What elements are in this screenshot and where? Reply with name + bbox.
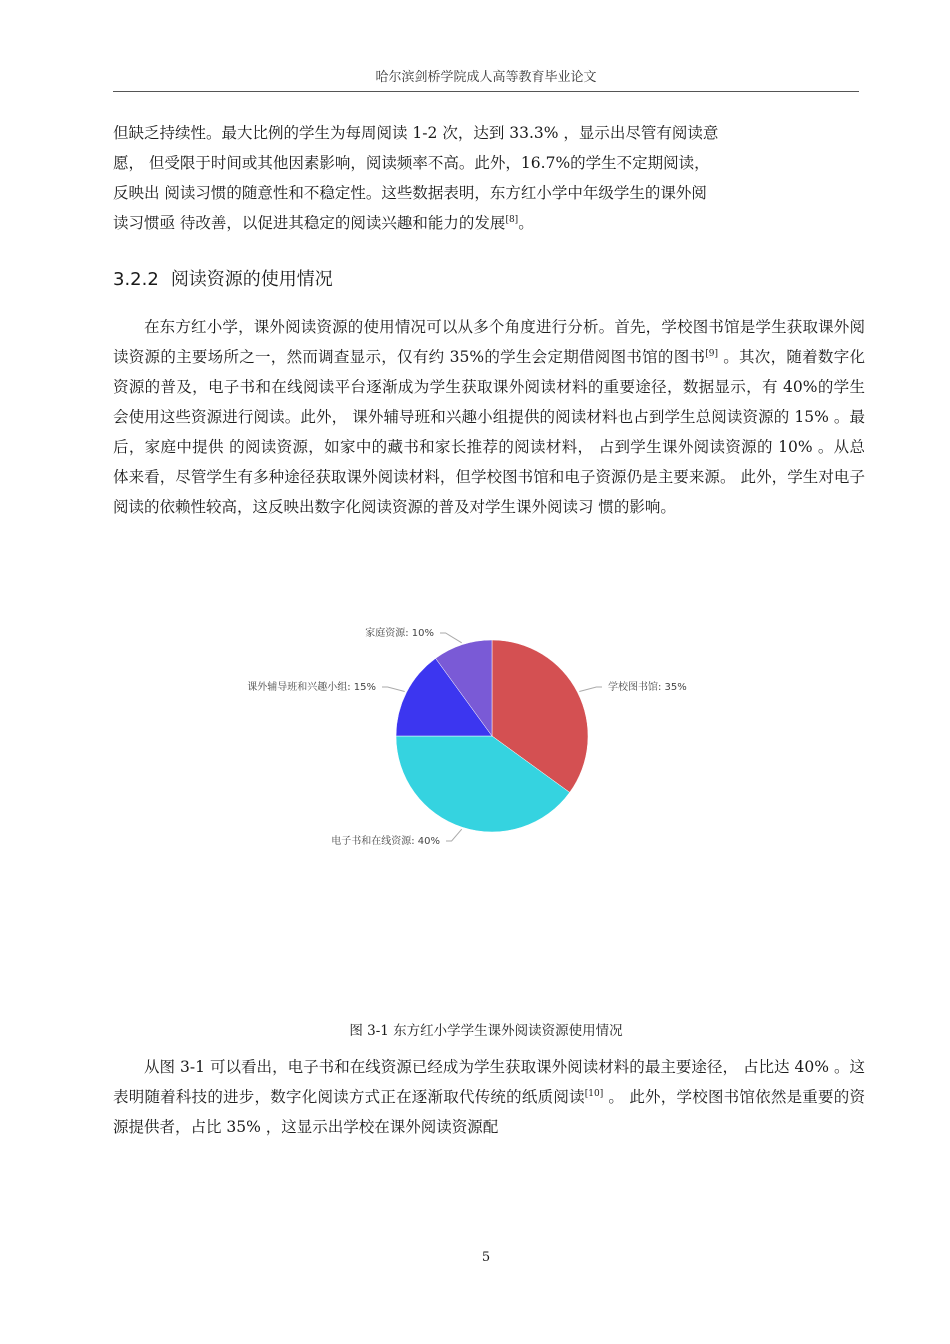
analysis-paragraph [113,1052,865,1142]
resource-text-part-1: 在东方红小学，课外阅读资源的使用情况可以从多个角度进行分析。首先，学校图书馆是学生获取课外阅读资源的主要场所之一，然而调查显示，仅有约 35%的学生会定期借阅图书馆的图书 [113,318,865,366]
running-header: 哈尔滨剑桥学院成人高等教育毕业论文 [375,70,597,85]
intro-line-3: 反映出 阅读习惯的随意性和不稳定性。这些数据表明，东方红小学中年级学生的课外阅 [113,184,707,202]
section-title: 阅读资源的使用情况 [170,269,333,290]
citation-8: [8] [505,214,519,225]
intro-paragraph [113,118,865,238]
resource-paragraph [113,312,865,522]
pie-label-2: 电子书和在线资源: 40% [331,836,440,847]
citation-10: [10] [584,1088,604,1099]
intro-line-1: 但缺乏持续性。最大比例的学生为每周阅读 1-2 次，达到 33.3% ，显示出尽管有阅读意 [113,124,719,142]
pie-leader-line-4 [440,633,462,643]
resource-paragraph-text [113,312,865,522]
figure-caption: 图 3-1 东方红小学学生课外阅读资源使用情况 [349,1023,623,1039]
page-number: 5 [481,1250,491,1265]
pie-leader-line-3 [382,687,405,692]
analysis-text-part-1: 从图 3-1 可以看出，电子书和在线资源已经成为学生获取课外阅读材料的最主要途径， 占比达 40% 。这表明随着科技的进步，数字化阅读方式正在逐渐取代传统的纸质阅读 [113,1058,865,1106]
resource-text-part-2: 。其次，随着数字化资源的普及，电子书和在线阅读平台逐渐成为学生获取课外阅读材料的重要途径，数据显示，有 40%的学生会使用这些资源进行阅读。此外， 课外辅导班和兴趣小组提供的阅读材料也占到学生总阅读资源的 15% 。最后，家庭中提供 的阅读资源，如家中的藏书和家长推荐的阅读材料， 占到学生课外阅读资源的 10% 。从总 体来看，尽管学生有多种途径获取课外阅读材料，但学校图书馆和电子资源仍是主要来源。 此外，学生对电子阅读的依赖性较高，这反映出数字化阅读资源的普及对学生课外阅读习 惯的影响。 [113,348,865,516]
pie-label-4: 家庭资源: 10% [365,628,434,639]
intro-line-4 [113,208,865,238]
intro-line-4-end: 。 [518,214,534,232]
header-divider [113,91,859,92]
pie-label-1: 学校图书馆: 35% [608,682,687,693]
analysis-paragraph-text [113,1052,865,1142]
analysis-text-part-2: 。 此外，学校图书馆依然是重要的资源提供者，占比 35% ，这显示出学校在课外阅读资源配 [113,1088,865,1136]
pie-leader-line-1 [579,687,602,692]
pie-chart [220,618,720,858]
pie-label-3: 课外辅导班和兴趣小组: 15% [247,682,376,693]
section-number: 3.2.2 [113,269,159,290]
section-heading [113,266,333,294]
citation-9: [9] [705,348,719,359]
intro-line-4-text: 读习惯亟 待改善，以促进其稳定的阅读兴趣和能力的发展 [113,214,506,232]
intro-line-2: 愿， 但受限于时间或其他因素影响，阅读频率不高。此外，16.7%的学生不定期阅读， [113,154,710,172]
pie-leader-line-2 [446,829,462,841]
